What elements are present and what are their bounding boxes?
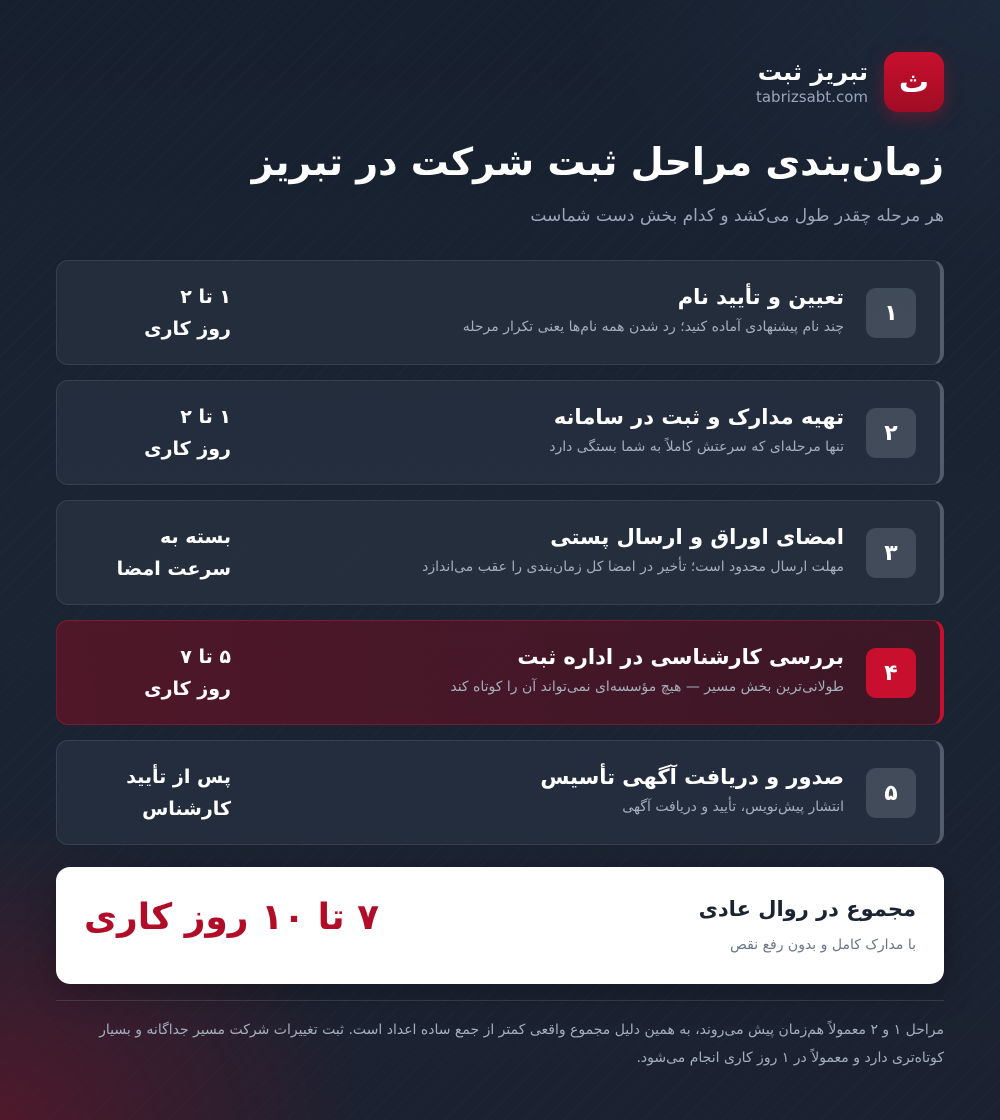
brand: [756, 52, 944, 112]
step-card-3: [56, 500, 944, 605]
step-duration: [81, 401, 231, 465]
brand-name: تبریز ثبت: [757, 58, 868, 86]
brand-logo: ث: [884, 52, 944, 112]
step-description: انتشار پیش‌نویس، تأیید و دریافت آگهی: [622, 799, 844, 815]
total-value: ۷ تا ۱۰ روز کاری: [84, 897, 380, 938]
page: [56, 0, 944, 1120]
total-card: [56, 867, 944, 984]
step-duration-unit: روز کاری: [144, 438, 231, 460]
step-card-4: [56, 620, 944, 725]
step-duration: [81, 281, 231, 345]
step-duration-unit: روز کاری: [144, 678, 231, 700]
brand-domain: tabrizsabt.com: [755, 88, 868, 106]
step-description: مهلت ارسال محدود است؛ تأخیر در امضا کل زمان‌بندی را عقب می‌اندازد: [422, 559, 844, 575]
step-duration-value: پس از تأیید: [126, 766, 231, 788]
total-note: با مدارک کامل و بدون رفع نقص: [729, 937, 916, 953]
step-duration-value: ۱ تا ۲: [180, 286, 231, 308]
step-card-2: [56, 380, 944, 485]
step-description: چند نام پیشنهادی آماده کنید؛ رد شدن همه نام‌ها یعنی تکرار مرحله: [462, 319, 844, 335]
step-title: امضای اوراق و ارسال پستی: [550, 525, 844, 549]
step-duration: [81, 641, 231, 705]
step-card-1: [56, 260, 944, 365]
step-duration: [81, 521, 231, 585]
step-duration-unit: روز کاری: [144, 318, 231, 340]
step-duration-value: ۵ تا ۷: [180, 646, 231, 668]
brand-text: [756, 57, 868, 107]
divider: [56, 1000, 944, 1001]
step-number: ۲: [866, 408, 916, 458]
footnote: مراحل ۱ و ۲ معمولاً هم‌زمان پیش می‌روند، به همین دلیل مجموع واقعی کمتر از جمع ساده اعداد است. ثبت تغییرات شرکت مسیر جداگانه و بسیار کوتاه‌تری دارد و معمولاً در ۱ روز کاری انجام می‌شود.: [99, 1022, 944, 1066]
step-duration-unit: سرعت امضا: [116, 558, 231, 580]
step-number: ۴: [866, 648, 916, 698]
step-number: ۵: [866, 768, 916, 818]
page-title: زمان‌بندی مراحل ثبت شرکت در تبریز: [251, 140, 944, 184]
step-number: ۱: [866, 288, 916, 338]
step-number: ۳: [866, 528, 916, 578]
steps-list: [56, 260, 944, 860]
step-card-5: [56, 740, 944, 845]
step-title: بررسی کارشناسی در اداره ثبت: [517, 645, 844, 669]
step-title: صدور و دریافت آگهی تأسیس: [540, 765, 844, 789]
total-label: مجموع در روال عادی: [698, 897, 916, 921]
step-duration-value: ۱ تا ۲: [180, 406, 231, 428]
step-duration-value: بسته به: [159, 526, 231, 548]
step-duration-unit: کارشناس: [142, 798, 231, 820]
step-duration: [81, 761, 231, 825]
step-description: تنها مرحله‌ای که سرعتش کاملاً به شما بستگی دارد: [549, 439, 844, 455]
step-description: طولانی‌ترین بخش مسیر — هیچ مؤسسه‌ای نمی‌تواند آن را کوتاه کند: [450, 679, 844, 695]
step-title: تعیین و تأیید نام: [677, 285, 844, 309]
step-title: تهیه مدارک و ثبت در سامانه: [553, 405, 844, 429]
page-subtitle: هر مرحله چقدر طول می‌کشد و کدام بخش دست شماست: [530, 206, 944, 226]
